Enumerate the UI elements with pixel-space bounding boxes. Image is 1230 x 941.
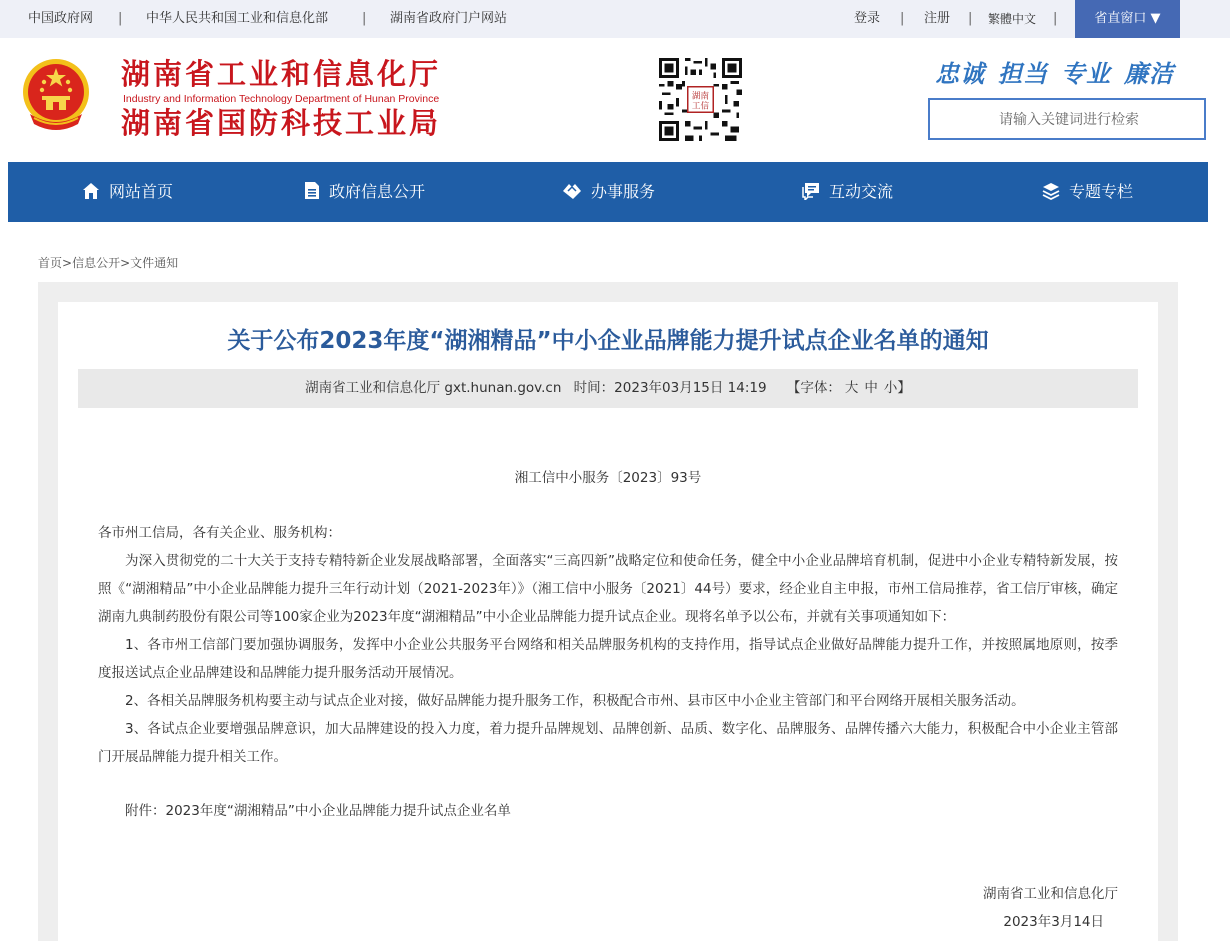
- link-hunan-gov[interactable]: 湖南省政府门户网站: [390, 11, 508, 26]
- slogan-word: 专业: [1061, 60, 1111, 88]
- handshake-icon: [562, 182, 582, 200]
- article-time: 时间：2023年03月15日 14:19: [573, 380, 767, 396]
- nav-item-label: 网站首页: [109, 182, 174, 201]
- paragraph: 3、各试点企业要增强品牌意识，加大品牌建设的投入力度，着力提升品牌规划、品牌创新、品质、数字化、品牌服务、品牌传播六大能力，积极配合中小企业主管部门开展品牌能力提升相关工作。: [98, 721, 1118, 765]
- link-gov-cn[interactable]: 中国政府网: [28, 11, 94, 26]
- salutation: 各市州工信局，各有关企业、服务机构：: [98, 525, 341, 541]
- slogan-word: 忠诚: [935, 60, 985, 88]
- link-miit[interactable]: 中华人民共和国工业和信息化部: [146, 11, 329, 26]
- article-body: [98, 519, 1118, 771]
- nav-item-interaction[interactable]: [802, 162, 893, 222]
- document-number: 湘工信中小服务〔2023〕93号: [514, 470, 702, 486]
- article: [58, 302, 1158, 941]
- font-size-large[interactable]: 大: [844, 380, 859, 396]
- attachment-link[interactable]: 附件：2023年度“湖湘精品”中小企业品牌能力提升试点企业名单: [125, 803, 511, 819]
- slogan: [935, 54, 1205, 89]
- national-emblem-icon[interactable]: [20, 58, 92, 136]
- signature: 湖南省工业和信息化厅: [983, 886, 1118, 902]
- nav-item-label: 办事服务: [591, 182, 656, 201]
- nav-item-label: 政府信息公开: [329, 182, 426, 201]
- qr-code-icon: [659, 58, 742, 141]
- nav-item-gov-info[interactable]: [304, 162, 425, 222]
- content-area: [38, 282, 1178, 941]
- chat-icon: [802, 182, 820, 200]
- home-icon: [82, 182, 100, 200]
- paragraph: 为深入贯彻党的二十大关于支持专精特新企业发展战略部署，全面落实“三高四新”战略定位和使命任务，健全中小企业品牌培育机制，促进中小企业专精特新发展，按照《“湖湘精品”中小企业品牌能力提升三年行动计划（2021-2023年）》（湘工信中小服务〔2021〕44号）要求，经企业自主申报，市州工信局推荐，省工信厅审核，确定湖南九典制药股份有限公司等100家企业为2023年度“湖湘精品”中小企业品牌能力提升试点企业。现将名单予以公布，并就有关事项通知如下：: [98, 553, 1118, 625]
- separator: |: [900, 11, 905, 26]
- breadcrumb-notices[interactable]: 文件通知: [130, 256, 179, 270]
- separator: |: [362, 11, 367, 26]
- breadcrumb-sep: >: [62, 256, 73, 270]
- issue-date: 2023年3月14日: [1003, 914, 1104, 930]
- font-size-small[interactable]: 小: [883, 380, 898, 396]
- main-nav: [8, 162, 1208, 222]
- article-source: 湖南省工业和信息化厅 gxt.hunan.gov.cn: [305, 380, 562, 396]
- slogan-word: 担当: [998, 60, 1048, 88]
- breadcrumb-home[interactable]: 首页: [38, 256, 63, 270]
- article-meta: [78, 369, 1138, 408]
- site-title-line2[interactable]: 湖南省国防科技工业局: [121, 106, 442, 140]
- top-bar: [0, 0, 1230, 38]
- breadcrumb: [38, 254, 178, 271]
- traditional-chinese-link[interactable]: 繁體中文: [988, 12, 1037, 26]
- breadcrumb-sep: >: [120, 256, 131, 270]
- separator: |: [968, 11, 973, 26]
- paragraph: 1、各市州工信部门要加强协调服务，发挥中小企业公共服务平台网络和相关品牌服务机构的支持作用，指导试点企业做好品牌能力提升工作，并按照属地原则，按季度报送试点企业品牌建设和品牌能力提升服务活动开展情况。: [98, 637, 1118, 681]
- breadcrumb-info[interactable]: 信息公开: [72, 256, 121, 270]
- register-link[interactable]: 注册: [924, 11, 951, 26]
- login-link[interactable]: 登录: [854, 11, 881, 26]
- site-title-english: Industry and Information Technology Department of Hunan Province: [123, 93, 440, 105]
- nav-item-home[interactable]: [82, 162, 173, 222]
- svg-text:湖南: 湖南: [691, 91, 710, 102]
- site-header: [0, 38, 1230, 162]
- svg-text:工信: 工信: [691, 101, 710, 112]
- nav-item-topics[interactable]: [1042, 162, 1133, 222]
- nav-item-label: 互动交流: [829, 182, 894, 201]
- layers-icon: [1042, 182, 1060, 200]
- slogan-word: 廉洁: [1124, 60, 1174, 88]
- article-title: 关于公布2023年度“湖湘精品”中小企业品牌能力提升试点企业名单的通知: [227, 328, 989, 354]
- separator: |: [1053, 11, 1058, 26]
- font-size-label: 【字体： 大 中 小】: [786, 380, 911, 396]
- paragraph: 2、各相关品牌服务机构要主动与试点企业对接，做好品牌能力提升服务工作，积极配合市州、县市区中小企业主管部门和平台网络开展相关服务活动。: [125, 693, 1025, 709]
- search-input[interactable]: [930, 100, 1208, 140]
- font-size-medium[interactable]: 中: [864, 380, 878, 396]
- site-title-line1[interactable]: 湖南省工业和信息化厅: [121, 57, 442, 91]
- search-box: [928, 98, 1206, 140]
- nav-item-label: 专题专栏: [1069, 182, 1134, 201]
- nav-item-services[interactable]: [562, 162, 655, 222]
- province-window-button[interactable]: 省直窗口 ▼: [1075, 0, 1180, 38]
- document-icon: [304, 181, 320, 200]
- separator: |: [118, 11, 123, 26]
